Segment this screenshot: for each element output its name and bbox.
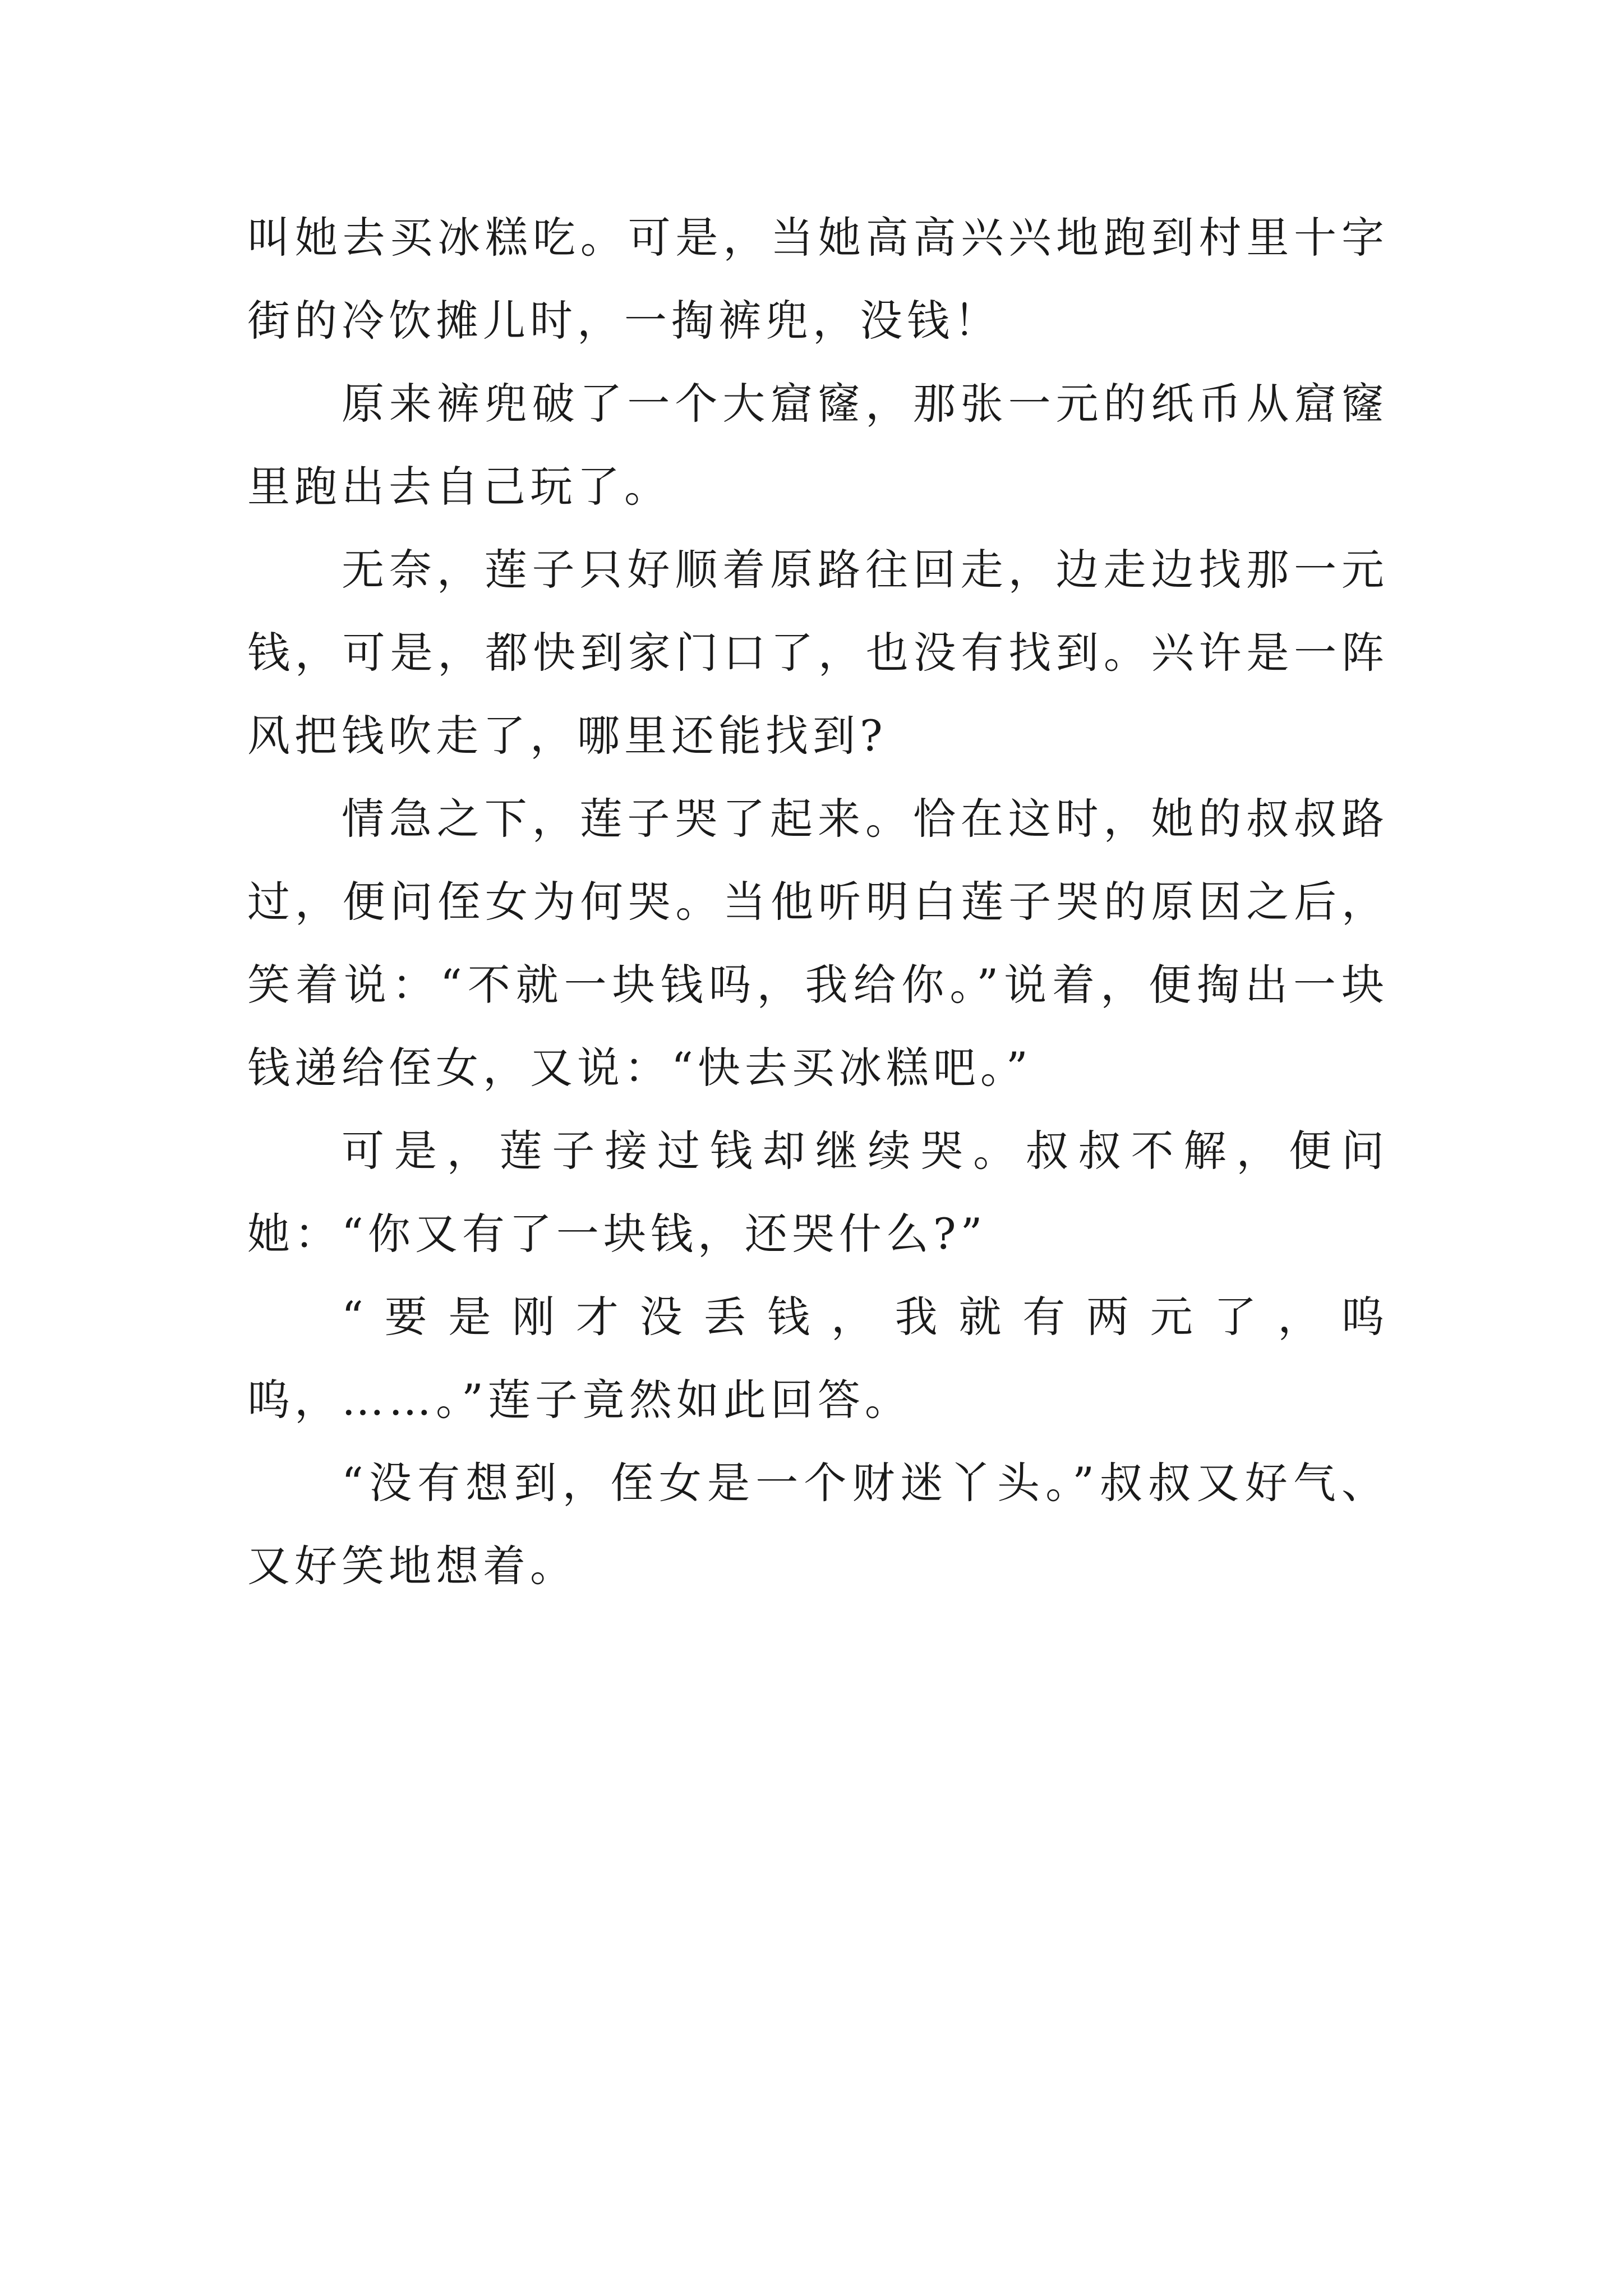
paragraph-1: 叫她去买冰糕吃。可是，当她高高兴兴地跑到村里十字街的冷饮摊儿时，一掏裤兜，没钱！ — [247, 213, 1389, 346]
story-body — [247, 196, 1389, 1608]
paragraph-7: “没有想到，侄女是一个财迷丫头。”叔叔又好气、又好笑地想着。 — [247, 1458, 1389, 1591]
paragraph-4: 情急之下，莲子哭了起来。恰在这时，她的叔叔路过，便问侄女为何哭。当他听明白莲子哭的原因之后，笑着说：“不就一块钱吗，我给你。”说着，便掏出一块钱递给侄女，又说：“快去买冰糕吧。” — [247, 794, 1389, 1093]
paragraph-6: “要是刚才没丢钱，我就有两元了，呜呜，……。”莲子竟然如此回答。 — [247, 1292, 1389, 1425]
paragraph-5: 可是，莲子接过钱却继续哭。叔叔不解，便问她：“你又有了一块钱，还哭什么?” — [247, 1126, 1389, 1259]
paragraph-2: 原来裤兜破了一个大窟窿，那张一元的纸币从窟窿里跑出去自己玩了。 — [247, 379, 1389, 512]
paragraph-3: 无奈，莲子只好顺着原路往回走，边走边找那一元钱，可是，都快到家门口了，也没有找到。兴许是一阵风把钱吹走了，哪里还能找到? — [247, 545, 1389, 761]
